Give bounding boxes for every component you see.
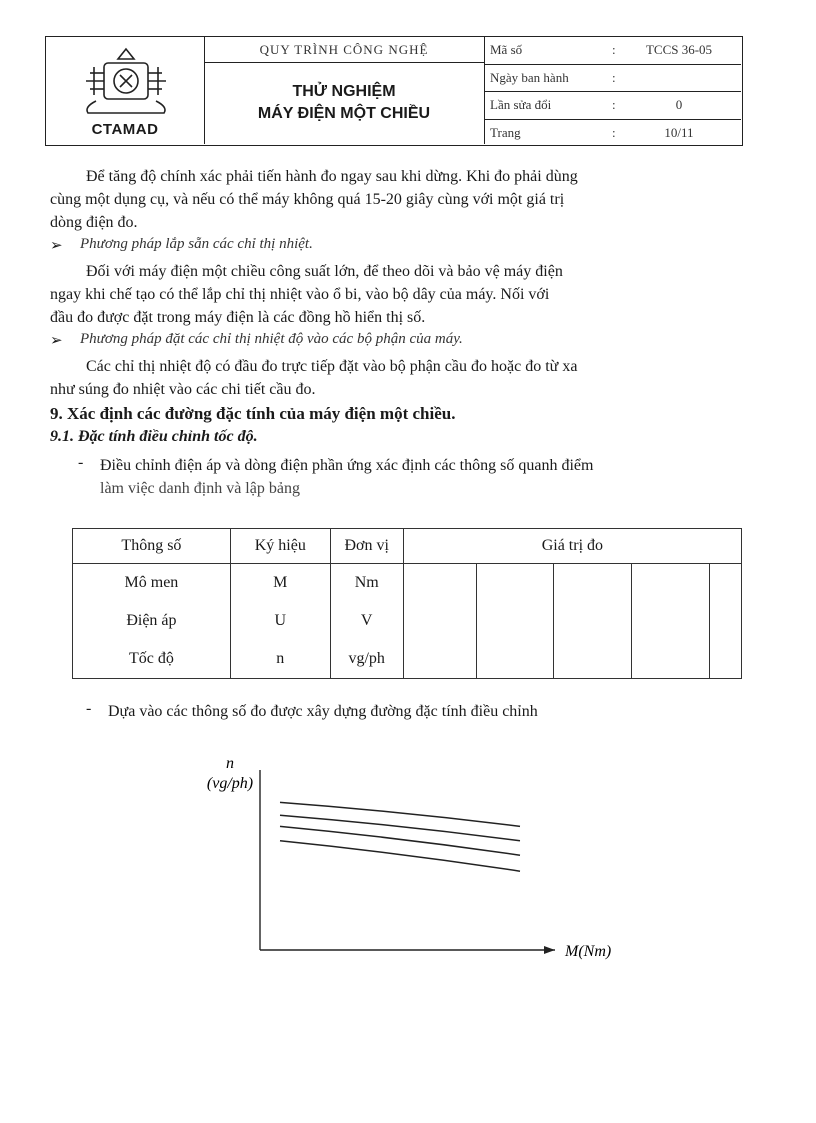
bullet-arrow-icon: ➢ xyxy=(50,238,63,254)
title-line-1: THỬ NGHIỆM xyxy=(292,83,396,100)
table-header-cell: Ký hiệu xyxy=(230,529,330,564)
series-group xyxy=(280,802,520,871)
table-cell: U xyxy=(230,602,330,640)
value-cell[interactable] xyxy=(403,640,476,679)
procedure-label: QUY TRÌNH CÔNG NGHỆ xyxy=(204,37,484,63)
value-cell[interactable] xyxy=(709,640,741,679)
table-cell: vg/ph xyxy=(330,640,403,679)
meta-row-issue-date xyxy=(484,65,741,93)
meta-key: Trang xyxy=(490,125,521,141)
series-line-3 xyxy=(280,826,520,855)
value-cell[interactable] xyxy=(709,564,741,603)
table-cell: V xyxy=(330,602,403,640)
value-cell[interactable] xyxy=(554,564,632,603)
measurement-table xyxy=(72,528,742,679)
table-cell: M xyxy=(230,564,330,603)
value-cell[interactable] xyxy=(476,640,553,679)
table-cell: Mô men xyxy=(73,564,231,603)
meta-sep: : xyxy=(612,69,616,85)
value-cell[interactable] xyxy=(632,564,709,603)
meta-row-page xyxy=(484,120,741,147)
table-row xyxy=(73,640,742,679)
motor-logo-icon xyxy=(76,45,176,123)
table-cell: Tốc độ xyxy=(73,640,231,679)
header-meta xyxy=(484,37,741,147)
para1-line1: Để tăng độ chính xác phải tiến hành đo ngay sau khi dừng. Khi đo phải dùng xyxy=(86,168,578,185)
para2-line2: ngay khi chế tạo có thể lắp chỉ thị nhiệt vào ổ bi, vào bộ dây của máy. Nối với xyxy=(50,286,550,303)
table-header-row xyxy=(73,529,742,564)
meta-row-code xyxy=(484,37,741,65)
value-cell[interactable] xyxy=(632,602,709,640)
item1-line2: làm việc danh định và lập bảng xyxy=(100,480,300,497)
meta-value: TCCS 36-05 xyxy=(645,42,713,57)
table-cell: Nm xyxy=(330,564,403,603)
logo-cell xyxy=(46,37,205,144)
y-axis-symbol: n xyxy=(226,755,234,772)
document-title xyxy=(204,81,484,125)
value-cell[interactable] xyxy=(476,602,553,640)
meta-row-revision xyxy=(484,92,741,120)
company-name: CTAMAD xyxy=(91,121,159,138)
dash-bullet: - xyxy=(86,700,92,717)
bullet-method-1: Phương pháp lắp sẵn các chỉ thị nhiệt. xyxy=(80,236,313,252)
para2-line3: đầu đo được đặt trong máy điện là các đồng hồ hiển thị số. xyxy=(50,309,426,326)
series-line-1 xyxy=(280,802,520,826)
para1-line3: dòng điện đo. xyxy=(50,214,138,231)
characteristic-chart xyxy=(180,750,650,970)
bullet-arrow-icon: ➢ xyxy=(50,333,63,349)
value-cell[interactable] xyxy=(632,640,709,679)
header-title-cell xyxy=(204,37,485,144)
meta-key: Ngày ban hành xyxy=(490,69,569,85)
value-cell[interactable] xyxy=(554,640,632,679)
para3-line1: Các chỉ thị nhiệt độ có đầu đo trực tiếp đặt vào bộ phận cầu đo hoặc đo từ xa xyxy=(86,358,578,375)
table-header-cell: Đơn vị xyxy=(330,529,403,564)
meta-key: Mã số xyxy=(490,42,523,57)
title-line-2: MÁY ĐIỆN MỘT CHIỀU xyxy=(257,105,431,122)
table-header-cell: Giá trị đo xyxy=(403,529,741,564)
x-axis-arrow-icon xyxy=(544,946,555,954)
section-9-heading: 9. Xác định các đường đặc tính của máy điện một chiều. xyxy=(50,404,456,423)
document-header xyxy=(45,36,743,146)
meta-sep: : xyxy=(612,125,616,141)
item2-line: Dựa vào các thông số đo được xây dựng đường đặc tính điều chỉnh xyxy=(108,703,538,720)
series-line-4 xyxy=(280,841,520,871)
meta-sep: : xyxy=(612,97,616,113)
para3-line2: như súng đo nhiệt vào các chi tiết cầu đo. xyxy=(50,381,316,398)
table-cell: Điện áp xyxy=(73,602,231,640)
value-cell[interactable] xyxy=(403,602,476,640)
table-row xyxy=(73,602,742,640)
meta-key: Lần sửa đổi xyxy=(490,97,552,113)
para1-line2: cùng một dụng cụ, và nếu có thể máy không quá 15-20 giây cùng với một giá trị xyxy=(50,191,565,208)
bullet-method-2: Phương pháp đặt các chỉ thị nhiệt độ vào các bộ phận của máy. xyxy=(80,331,463,347)
table-cell: n xyxy=(230,640,330,679)
table-header-cell: Thông số xyxy=(73,529,231,564)
series-line-2 xyxy=(280,815,520,841)
item1-line1: Điều chỉnh điện áp và dòng điện phần ứng xác định các thông số quanh điểm xyxy=(100,457,594,474)
value-cell[interactable] xyxy=(403,564,476,603)
dash-bullet: - xyxy=(78,454,84,471)
meta-sep: : xyxy=(612,42,616,57)
meta-value: 0 xyxy=(675,97,683,113)
x-axis-label: M(Nm) xyxy=(565,943,612,960)
value-cell[interactable] xyxy=(554,602,632,640)
y-axis-unit: (vg/ph) xyxy=(206,775,254,792)
value-cell[interactable] xyxy=(709,602,741,640)
table-row xyxy=(73,564,742,603)
section-9-1-heading: 9.1. Đặc tính điều chỉnh tốc độ. xyxy=(50,428,258,445)
meta-value: 10/11 xyxy=(664,125,694,141)
value-cell[interactable] xyxy=(476,564,553,603)
para2-line1: Đối với máy điện một chiều công suất lớn, để theo dõi và bảo vệ máy điện xyxy=(86,263,563,280)
